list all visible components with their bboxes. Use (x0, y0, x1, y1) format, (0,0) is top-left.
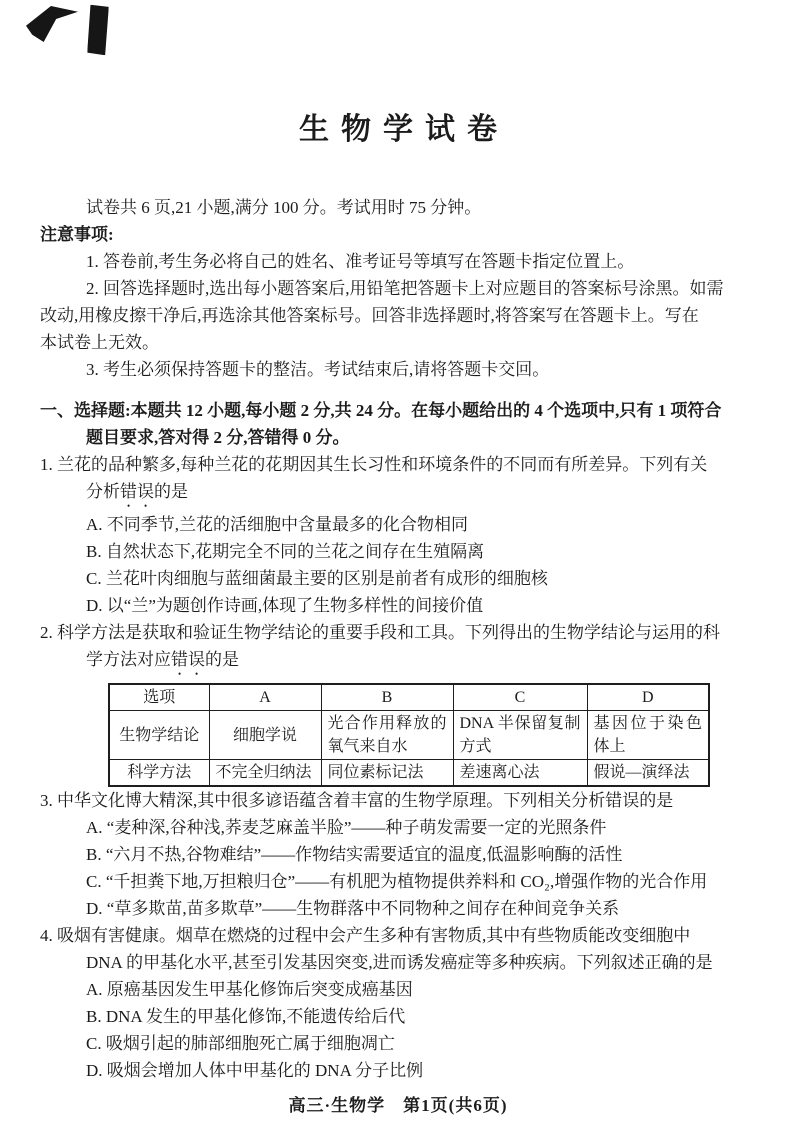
table-row-method (109, 760, 709, 787)
question-2-stem-emphasis: 错误 (171, 650, 205, 669)
notice-item-2-line-2: 改动,用橡皮擦干净后,再选涂其他答案标号。回答非选择题时,将答案写在答题卡上。写在 (40, 306, 699, 325)
question-2-stem-line-1: 2. 科学方法是获取和验证生物学结论的重要手段和工具。下列得出的生物学结论与运用的科 (40, 623, 720, 642)
table-header-d: D (587, 684, 709, 711)
question-3-stem: 3. 中华文化博大精深,其中很多谚语蕴含着丰富的生物学原理。下列相关分析错误的是 (40, 791, 674, 810)
table-cell-method-d: 假说—演绎法 (587, 760, 709, 787)
table-cell-conclusion-d: 基因位于染色体上 (587, 711, 709, 760)
question-4-option-b: B. DNA 发生的甲基化修饰,不能遗传给后代 (86, 1007, 406, 1026)
question-3-option-a: A. “麦种深,谷种浅,荞麦芝麻盖半脸”——种子萌发需要一定的光照条件 (86, 818, 607, 837)
question-4-option-d: D. 吸烟会增加人体中甲基化的 DNA 分子比例 (86, 1061, 424, 1080)
question-1-stem-emphasis: 错误 (120, 482, 154, 501)
table-header-b: B (321, 684, 453, 711)
page-title: 生物学试卷 (299, 113, 509, 146)
question-2-stem-line-2 (40, 646, 756, 679)
question-1-option-d: D. 以“兰”为题创作诗画,体现了生物多样性的间接价值 (86, 596, 484, 615)
question-4-option-a: A. 原癌基因发生甲基化修饰后突变成癌基因 (86, 980, 413, 999)
question-2-table (108, 683, 710, 787)
table-cell-conclusion-a: 细胞学说 (209, 711, 321, 760)
question-4-stem-line-2: DNA 的甲基化水平,甚至引发基因突变,进而诱发癌症等多种疾病。下列叙述正确的是 (86, 953, 713, 972)
table-header-a: A (209, 684, 321, 711)
question-1-option-a: A. 不同季节,兰花的活细胞中含量最多的化合物相同 (86, 515, 469, 534)
table-row-conclusion (109, 711, 709, 760)
notice-item-2-line-1: 2. 回答选择题时,选出每小题答案后,用铅笔把答题卡上对应题目的答案标号涂黑。如需 (86, 279, 724, 298)
question-4-stem-line-1: 4. 吸烟有害健康。烟草在燃烧的过程中会产生多种有害物质,其中有些物质能改变细胞中 (40, 926, 691, 945)
table-cell-method-a: 不完全归纳法 (209, 760, 321, 787)
question-1-stem-post: 的是 (154, 482, 188, 501)
exam-intro: 试卷共 6 页,21 小题,满分 100 分。考试用时 75 分钟。 (86, 198, 482, 217)
notice-item-2-line-3: 本试卷上无效。 (40, 333, 159, 352)
table-row-method-label: 科学方法 (109, 760, 209, 787)
question-4-option-c: C. 吸烟引起的肺部细胞死亡属于细胞凋亡 (86, 1034, 395, 1053)
table-cell-conclusion-c: DNA 半保留复制方式 (453, 711, 587, 760)
question-2-stem-pre: 学方法对应 (86, 650, 171, 669)
question-1-stem-pre: 分析 (86, 482, 120, 501)
notice-heading: 注意事项: (40, 225, 114, 244)
table-cell-conclusion-b: 光合作用释放的氧气来自水 (321, 711, 453, 760)
notice-item-1: 1. 答卷前,考生务必将自己的姓名、准考证号等填写在答题卡指定位置上。 (86, 252, 635, 271)
question-1-option-c: C. 兰花叶肉细胞与蓝细菌最主要的区别是前者有成形的细胞核 (86, 569, 548, 588)
notice-item-3: 3. 考生必须保持答题卡的整洁。考试结束后,请将答题卡交回。 (86, 360, 550, 379)
question-1-stem-line-2 (40, 478, 756, 511)
scan-artifact-corner-mark-1 (26, 6, 78, 42)
table-header-c: C (453, 684, 587, 711)
section-header-line-1: 一、选择题:本题共 12 小题,每小题 2 分,共 24 分。在每小题给出的 4 个选项中,只有 1 项符合 (40, 401, 722, 420)
page-footer: 高三·生物学 第1页(共6页) (288, 1096, 508, 1115)
table-cell-method-b: 同位素标记法 (321, 760, 453, 787)
question-2-stem-post: 的是 (205, 650, 239, 669)
table-header-row (109, 684, 709, 711)
question-1-option-b: B. 自然状态下,花期完全不同的兰花之间存在生殖隔离 (86, 542, 485, 561)
question-3-option-d: D. “草多欺苗,苗多欺草”——生物群落中不同物种之间存在种间竞争关系 (86, 899, 620, 918)
table-header-label: 选项 (109, 684, 209, 711)
question-1-stem-line-1: 1. 兰花的品种繁多,每种兰花的花期因其生长习性和环境条件的不同而有所差异。下列有关 (40, 455, 708, 474)
table-row-conclusion-label: 生物学结论 (109, 711, 209, 760)
scan-artifact-corner-mark-2 (87, 5, 109, 56)
question-3-option-b: B. “六月不热,谷物难结”——作物结实需要适宜的温度,低温影响酶的活性 (86, 845, 623, 864)
question-3-option-c: C. “千担粪下地,万担粮归仓”——有机肥为植物提供养料和 CO₂,增强作物的光合作用 (86, 872, 708, 891)
section-header-line-2: 题目要求,答对得 2 分,答错得 0 分。 (86, 428, 350, 447)
table-cell-method-c: 差速离心法 (453, 760, 587, 787)
